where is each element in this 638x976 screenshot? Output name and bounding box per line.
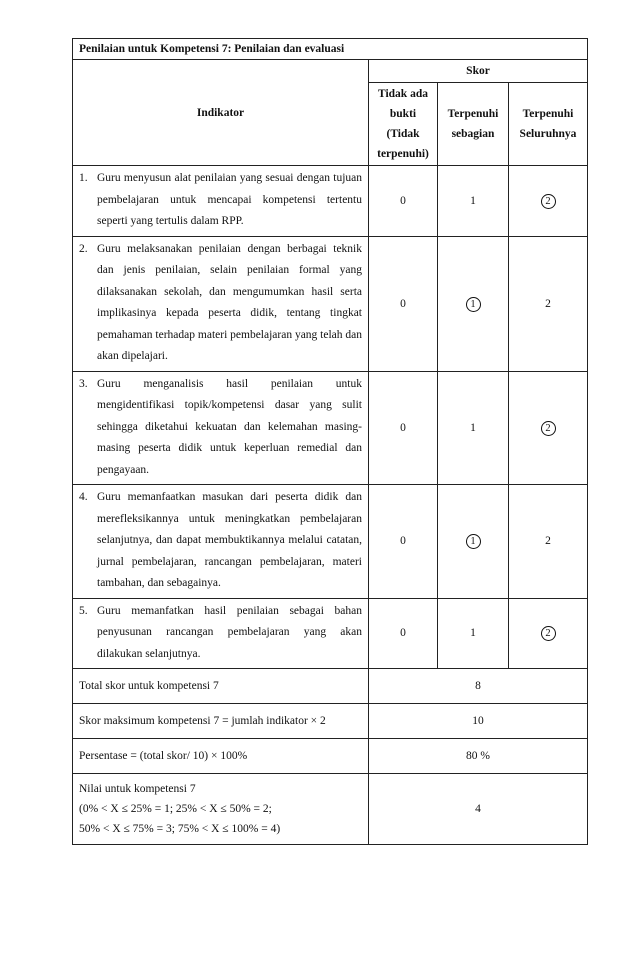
score-cell [438, 598, 509, 669]
indicator-cell: 3. Guru menganalisis hasil penilaian untuk mengidentifikasi topik/kompetensi dasar yang sulit sehingga diketahui kekuatan dan kelemahan masing-masing peserta didik untuk keperluan remedial dan pengayaan. [73, 371, 369, 485]
score-cell [369, 166, 438, 237]
summary-row-total [73, 669, 588, 704]
summary-value: 10 [369, 704, 588, 739]
score-value: 1 [470, 627, 476, 640]
score-cell [509, 598, 588, 669]
indicator-cell: 1. Guru menyusun alat penilaian yang sesuai dengan tujuan pembelajaran untuk mencapai kompetensi tertentu seperti yang tertulis dalam RPP. [73, 166, 369, 237]
summary-label: Total skor untuk kompetensi 7 [73, 669, 369, 704]
nilai-value: 4 [369, 774, 588, 845]
score-cell [438, 166, 509, 237]
score-cell [509, 236, 588, 371]
selected-score-circle: 1 [466, 297, 481, 312]
selected-score-circle: 2 [541, 421, 556, 436]
score-value: 1 [470, 194, 476, 207]
selected-score-circle: 1 [466, 534, 481, 549]
score-value: 0 [400, 194, 406, 207]
score-cell [369, 236, 438, 371]
indikator-header: Indikator [73, 60, 369, 166]
skor-header: Skor [369, 60, 588, 83]
summary-label: Persentase = (total skor/ 10) × 100% [73, 739, 369, 774]
table-row [73, 371, 588, 485]
summary-row-nilai [73, 774, 588, 845]
score-value: 0 [400, 421, 406, 434]
score-cell [369, 371, 438, 485]
nilai-label: Nilai untuk kompetensi 7 (0% < X ≤ 25% = 1; 25% < X ≤ 50% = 2; 50% < X ≤ 75% = 3; 75% < X ≤ 100% = 4) [73, 774, 369, 845]
table-row [73, 598, 588, 669]
score-value: 2 [545, 297, 551, 310]
col-header-terpenuhi-seluruhnya: Terpenuhi Seluruhnya [509, 83, 588, 166]
table-row [73, 166, 588, 237]
summary-row-max [73, 704, 588, 739]
col-header-terpenuhi-sebagian: Terpenuhi sebagian [438, 83, 509, 166]
summary-value: 8 [369, 669, 588, 704]
score-value: 2 [545, 535, 551, 548]
selected-score-circle: 2 [541, 626, 556, 641]
score-cell [369, 485, 438, 599]
table-row [73, 485, 588, 599]
score-cell [509, 485, 588, 599]
score-cell [509, 371, 588, 485]
selected-score-circle: 2 [541, 194, 556, 209]
score-value: 0 [400, 535, 406, 548]
table-row [73, 236, 588, 371]
score-value: 0 [400, 297, 406, 310]
col-header-tidak-terpenuhi: Tidak ada bukti (Tidak terpenuhi) [369, 83, 438, 166]
score-value: 1 [470, 421, 476, 434]
indicator-cell: 4. Guru memanfaatkan masukan dari peserta didik dan merefleksikannya untuk meningkatkan pembelajaran selanjutnya, dan dapat membuktikannya melalui catatan, jurnal pembelajaran, rancangan pembelajaran, materi tambahan, dan sebagainya. [73, 485, 369, 599]
summary-row-percent [73, 739, 588, 774]
indicator-cell: 5. Guru memanfatkan hasil penilaian sebagai bahan penyusunan rancangan pembelajaran yang akan dilakukan selanjutnya. [73, 598, 369, 669]
summary-value: 80 % [369, 739, 588, 774]
summary-label: Skor maksimum kompetensi 7 = jumlah indikator × 2 [73, 704, 369, 739]
score-cell [438, 236, 509, 371]
score-cell [509, 166, 588, 237]
score-cell [369, 598, 438, 669]
score-cell [438, 371, 509, 485]
score-cell [438, 485, 509, 599]
indicator-cell: 2. Guru melaksanakan penilaian dengan berbagai teknik dan jenis penilaian, selain penilaian formal yang dilaksanakan sekolah, dan mengumumkan hasil serta implikasinya kepada peserta didik, tentang tingkat pemahaman terhadap materi pembelajaran yang telah dan akan dipelajari. [73, 236, 369, 371]
table-title: Penilaian untuk Kompetensi 7: Penilaian dan evaluasi [73, 39, 588, 60]
assessment-table [72, 38, 588, 845]
score-value: 0 [400, 627, 406, 640]
